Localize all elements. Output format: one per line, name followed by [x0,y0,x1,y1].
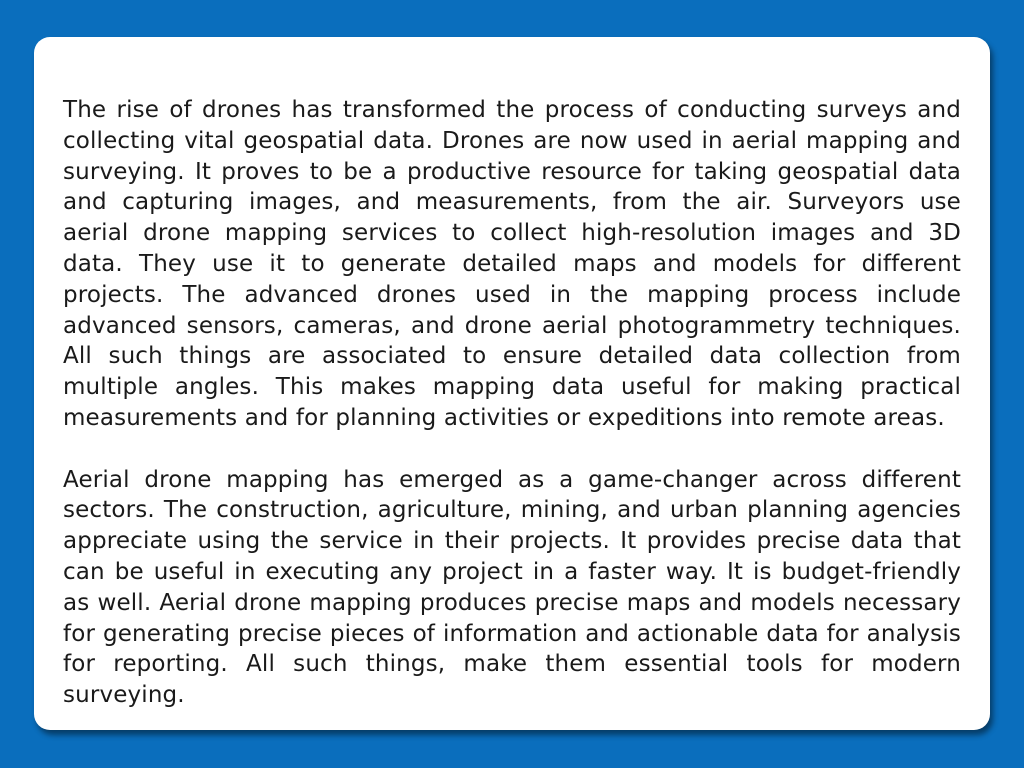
paragraph-2: Aerial drone mapping has emerged as a game-changer across different sectors. The construction, agriculture, mining, and urban planning agencies appreciate using the service in their projects. It provides precise data that can be useful in executing any project in a faster way. It is budget-friendly as well. Aerial drone mapping produces precise maps and models necessary for generating precise pieces of information and actionable data for analysis for reporting. All such things, make them essential tools for modern surveying. [63,466,961,709]
content-card [34,37,990,730]
paragraph-1: The rise of drones has transformed the process of conducting surveys and collecting vital geospatial data. Drones are now used in aerial mapping and surveying. It proves to be a productive resource for taking geospatial data and capturing images, and measurements, from the air. Surveyors use aerial drone mapping services to collect high-resolution images and 3D data. They use it to generate detailed maps and models for different projects. The advanced drones used in the mapping process include advanced sensors, cameras, and drone aerial photogrammetry techniques. All such things are associated to ensure detailed data collection from multiple angles. This makes mapping data useful for making practical measurements and for planning activities or expeditions into remote areas. [63,97,961,431]
